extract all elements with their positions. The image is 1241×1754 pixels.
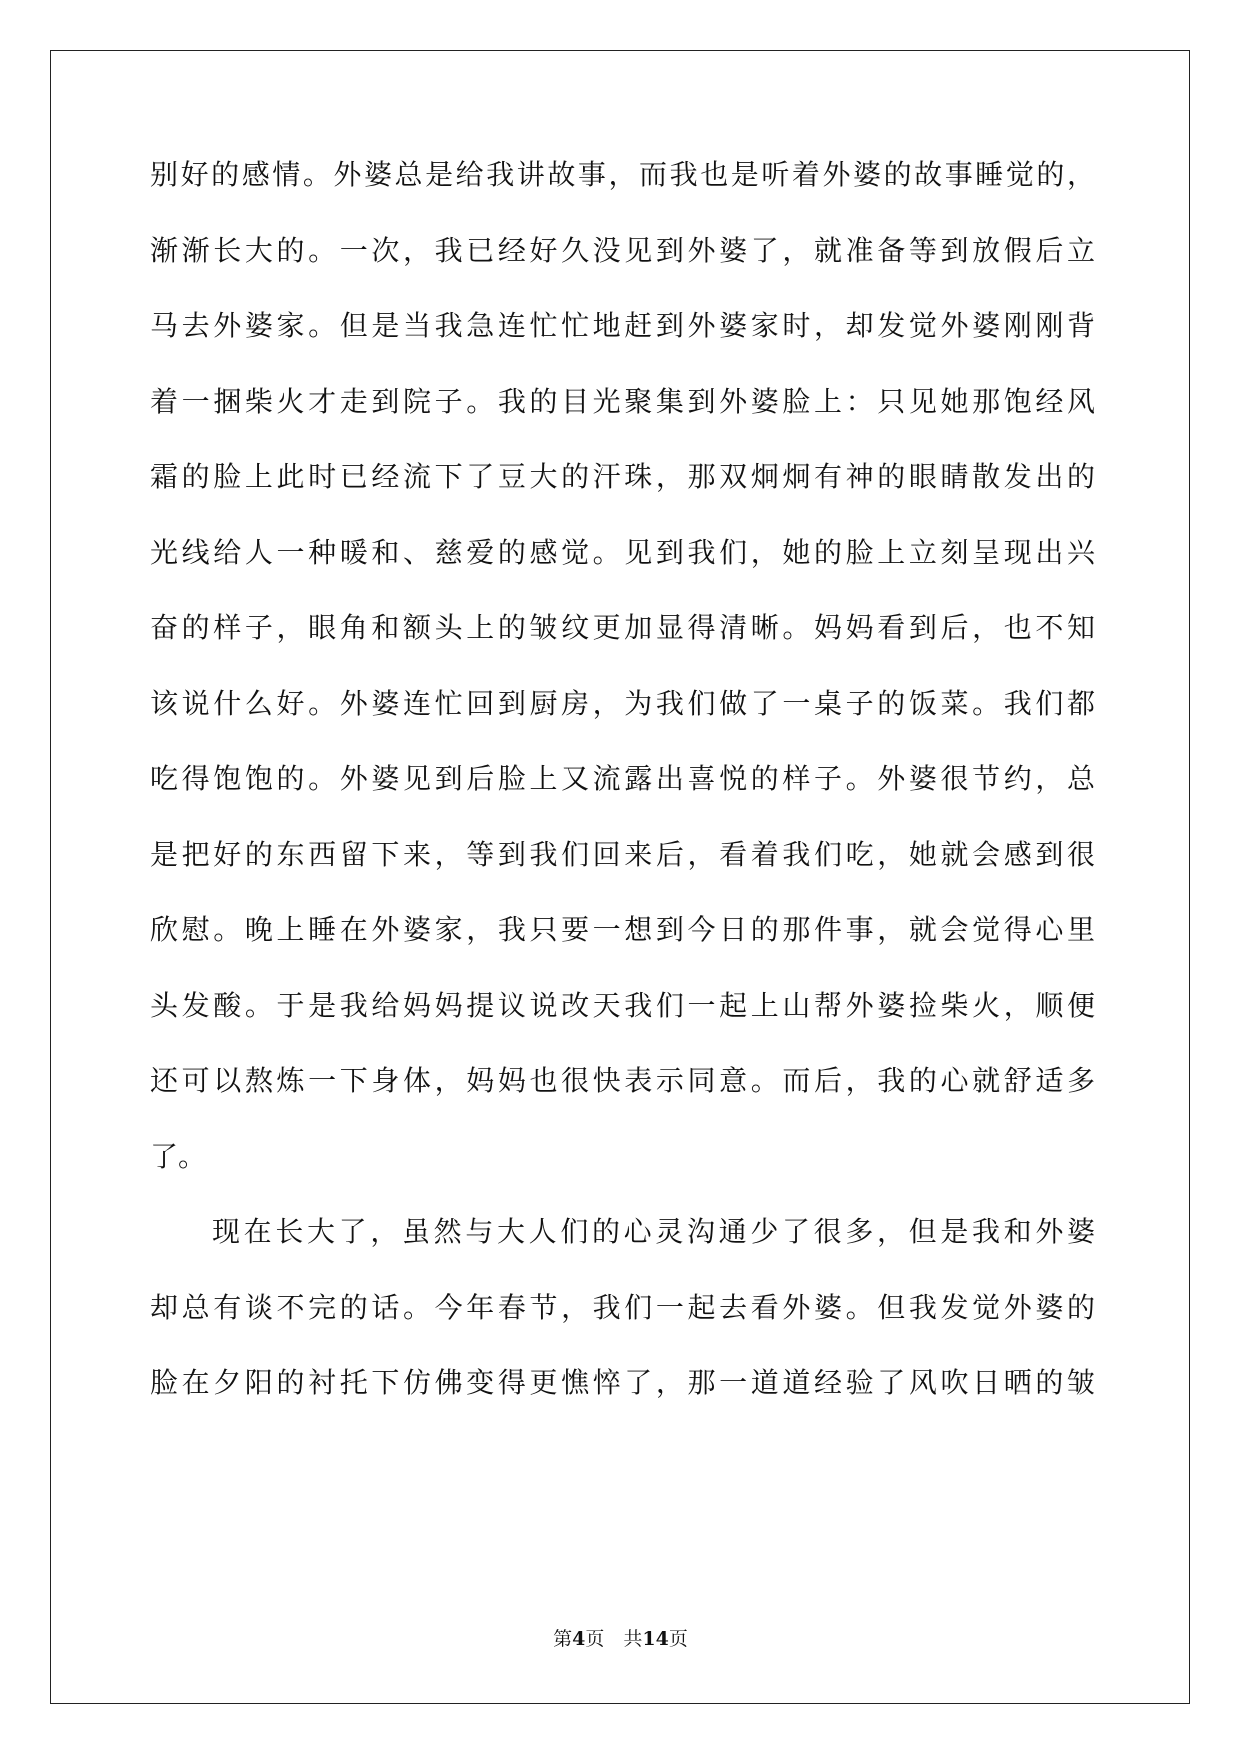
text-line: 头发酸。于是我给妈妈提议说改天我们一起上山帮外婆捡柴火，顺便 [150, 988, 1095, 1022]
text-line: 欣慰。晚上睡在外婆家，我只要一想到今日的那件事，就会觉得心里 [150, 913, 1095, 946]
text-line: 吃得饱饱的。外婆见到后脸上又流露出喜悦的样子。外婆很节约，总 [150, 762, 1095, 795]
footer-middle: 页 共 [585, 1628, 643, 1650]
page-number: 4 [572, 1628, 586, 1650]
text-line: 着一捆柴火才走到院子。我的目光聚集到外婆脸上：只见她那饱经风 [150, 384, 1095, 418]
footer-suffix: 页 [668, 1628, 688, 1650]
text-line: 脸在夕阳的衬托下仿佛变得更憔悴了，那一道道经验了风吹日晒的皱 [150, 1366, 1095, 1399]
text-line: 霜的脸上此时已经流下了豆大的汗珠，那双炯炯有神的眼睛散发出的 [150, 460, 1095, 493]
text-line: 别好的感情。外婆总是给我讲故事，而我也是听着外婆的故事睡觉的， [150, 158, 1095, 191]
text-line: 现在长大了，虽然与大人们的心灵沟通少了很多，但是我和外婆 [212, 1215, 1095, 1248]
text-line: 该说什么好。外婆连忙回到厨房，为我们做了一桌子的饭菜。我们都 [150, 686, 1095, 720]
text-line: 还可以熬炼一下身体，妈妈也很快表示同意。而后，我的心就舒适多 [150, 1064, 1095, 1097]
text-line: 光线给人一种暖和、慈爱的感觉。见到我们，她的脸上立刻呈现出兴 [150, 535, 1095, 569]
total-pages: 14 [642, 1628, 669, 1650]
document-body [150, 160, 1095, 1444]
page-footer [0, 1624, 1241, 1651]
text-line: 马去外婆家。但是当我急连忙忙地赶到外婆家时，却发觉外婆刚刚背 [150, 309, 1095, 342]
text-line: 渐渐长大的。一次，我已经好久没见到外婆了，就准备等到放假后立 [150, 233, 1095, 267]
text-line: 了。 [150, 1139, 207, 1173]
text-line: 却总有谈不完的话。今年春节，我们一起去看外婆。但我发觉外婆的 [150, 1290, 1095, 1324]
footer-prefix: 第 [553, 1628, 573, 1650]
text-line: 是把好的东西留下来，等到我们回来后，看着我们吃，她就会感到很 [150, 837, 1095, 871]
text-line: 奋的样子，眼角和额头上的皱纹更加显得清晰。妈妈看到后，也不知 [150, 611, 1095, 644]
